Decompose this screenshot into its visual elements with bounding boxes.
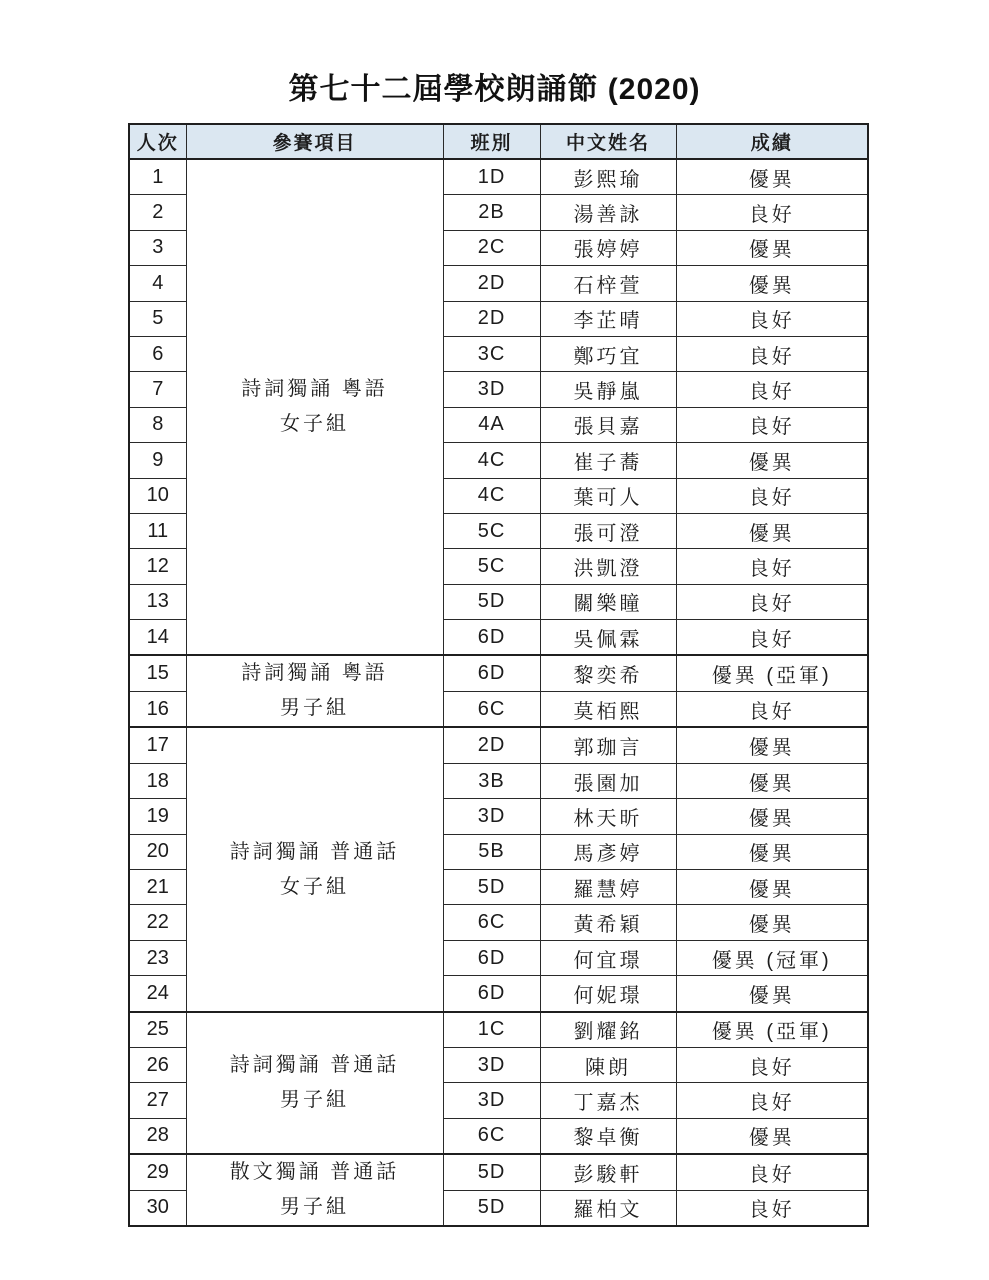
student-name-cell: 何宜璟	[540, 940, 676, 975]
table-row	[129, 1154, 868, 1190]
result-cell: 優異	[676, 513, 868, 548]
row-number-cell: 6	[129, 336, 186, 371]
class-cell: 3D	[443, 372, 540, 407]
class-cell: 5D	[443, 870, 540, 905]
category-line-2: 男子組	[280, 1196, 349, 1219]
row-number-cell: 10	[129, 478, 186, 513]
class-cell: 5C	[443, 549, 540, 584]
student-name-cell: 林天昕	[540, 799, 676, 834]
category-cell	[186, 727, 443, 1011]
class-cell: 1C	[443, 1012, 540, 1048]
category-cell	[186, 159, 443, 655]
student-name-cell: 丁嘉杰	[540, 1083, 676, 1118]
category-cell	[186, 1012, 443, 1155]
result-cell: 良好	[676, 372, 868, 407]
header-result: 成績	[676, 124, 868, 159]
student-name-cell: 鄭巧宜	[540, 336, 676, 371]
result-cell: 優異	[676, 443, 868, 478]
student-name-cell: 崔子蕎	[540, 443, 676, 478]
class-cell: 6C	[443, 1118, 540, 1154]
result-cell: 優異	[676, 230, 868, 265]
category-line-1: 詩詞獨誦 普通話	[229, 1053, 400, 1076]
results-table-container	[128, 123, 869, 1227]
class-cell: 5D	[443, 1190, 540, 1226]
class-cell: 2D	[443, 266, 540, 301]
result-cell: 良好	[676, 549, 868, 584]
student-name-cell: 黃希穎	[540, 905, 676, 940]
class-cell: 5C	[443, 513, 540, 548]
category-line-1: 詩詞獨誦 粵語	[241, 378, 388, 401]
row-number-cell: 11	[129, 513, 186, 548]
category-line-1: 詩詞獨誦 粵語	[241, 662, 388, 685]
student-name-cell: 張婷婷	[540, 230, 676, 265]
result-cell: 優異 (亞軍)	[676, 1012, 868, 1048]
row-number-cell: 28	[129, 1118, 186, 1154]
page-title: 第七十二屆學校朗誦節 (2020)	[288, 73, 701, 106]
header-category: 參賽項目	[186, 124, 443, 159]
table-row	[129, 727, 868, 763]
class-cell: 3D	[443, 1083, 540, 1118]
category-cell	[186, 655, 443, 727]
row-number-cell: 2	[129, 195, 186, 230]
category-line-2: 男子組	[280, 697, 349, 720]
row-number-cell: 17	[129, 727, 186, 763]
student-name-cell: 湯善詠	[540, 195, 676, 230]
row-number-cell: 22	[129, 905, 186, 940]
class-cell: 6C	[443, 905, 540, 940]
row-number-cell: 8	[129, 407, 186, 442]
class-cell: 3C	[443, 336, 540, 371]
class-cell: 2C	[443, 230, 540, 265]
table-header-row	[129, 124, 868, 159]
category-line-1: 散文獨誦 普通話	[229, 1161, 400, 1184]
results-table-body	[129, 159, 868, 1226]
class-cell: 3D	[443, 799, 540, 834]
header-class: 班別	[443, 124, 540, 159]
results-table	[128, 123, 869, 1227]
student-name-cell: 吳佩霖	[540, 620, 676, 656]
row-number-cell: 26	[129, 1047, 186, 1082]
row-number-cell: 13	[129, 584, 186, 619]
student-name-cell: 吳靜嵐	[540, 372, 676, 407]
row-number-cell: 20	[129, 834, 186, 869]
result-cell: 良好	[676, 195, 868, 230]
result-cell: 優異	[676, 799, 868, 834]
class-cell: 6D	[443, 620, 540, 656]
student-name-cell: 黎奕希	[540, 655, 676, 691]
row-number-cell: 16	[129, 691, 186, 727]
class-cell: 6D	[443, 940, 540, 975]
result-cell: 良好	[676, 407, 868, 442]
class-cell: 6D	[443, 655, 540, 691]
student-name-cell: 張可澄	[540, 513, 676, 548]
category-line-2: 女子組	[280, 413, 349, 436]
header-row-number: 人次	[129, 124, 186, 159]
result-cell: 優異	[676, 1118, 868, 1154]
result-cell: 良好	[676, 1190, 868, 1226]
result-cell: 良好	[676, 584, 868, 619]
row-number-cell: 19	[129, 799, 186, 834]
result-cell: 良好	[676, 478, 868, 513]
result-cell: 優異 (亞軍)	[676, 655, 868, 691]
result-cell: 優異	[676, 870, 868, 905]
class-cell: 5B	[443, 834, 540, 869]
result-cell: 良好	[676, 1083, 868, 1118]
row-number-cell: 21	[129, 870, 186, 905]
class-cell: 5D	[443, 584, 540, 619]
class-cell: 4C	[443, 478, 540, 513]
row-number-cell: 29	[129, 1154, 186, 1190]
row-number-cell: 23	[129, 940, 186, 975]
student-name-cell: 彭熙瑜	[540, 159, 676, 195]
class-cell: 2D	[443, 301, 540, 336]
result-cell: 良好	[676, 336, 868, 371]
row-number-cell: 18	[129, 763, 186, 798]
row-number-cell: 7	[129, 372, 186, 407]
category-line-2: 女子組	[280, 875, 349, 898]
result-cell: 優異	[676, 763, 868, 798]
class-cell: 5D	[443, 1154, 540, 1190]
student-name-cell: 李芷晴	[540, 301, 676, 336]
student-name-cell: 馬彥婷	[540, 834, 676, 869]
class-cell: 2B	[443, 195, 540, 230]
result-cell: 優異	[676, 905, 868, 940]
row-number-cell: 27	[129, 1083, 186, 1118]
row-number-cell: 24	[129, 976, 186, 1012]
class-cell: 3D	[443, 1047, 540, 1082]
row-number-cell: 1	[129, 159, 186, 195]
class-cell: 6C	[443, 691, 540, 727]
student-name-cell: 羅柏文	[540, 1190, 676, 1226]
result-cell: 優異 (冠軍)	[676, 940, 868, 975]
header-chinese-name: 中文姓名	[540, 124, 676, 159]
student-name-cell: 何妮璟	[540, 976, 676, 1012]
class-cell: 3B	[443, 763, 540, 798]
result-cell: 良好	[676, 620, 868, 656]
table-row	[129, 159, 868, 195]
student-name-cell: 張貝嘉	[540, 407, 676, 442]
row-number-cell: 15	[129, 655, 186, 691]
student-name-cell: 洪凱澄	[540, 549, 676, 584]
row-number-cell: 12	[129, 549, 186, 584]
row-number-cell: 30	[129, 1190, 186, 1226]
row-number-cell: 14	[129, 620, 186, 656]
category-line-2: 男子組	[280, 1088, 349, 1111]
result-cell: 優異	[676, 159, 868, 195]
result-cell: 優異	[676, 834, 868, 869]
result-cell: 良好	[676, 1154, 868, 1190]
result-cell: 優異	[676, 976, 868, 1012]
student-name-cell: 張園加	[540, 763, 676, 798]
row-number-cell: 4	[129, 266, 186, 301]
student-name-cell: 黎卓衡	[540, 1118, 676, 1154]
row-number-cell: 9	[129, 443, 186, 478]
student-name-cell: 石梓萱	[540, 266, 676, 301]
row-number-cell: 5	[129, 301, 186, 336]
table-row	[129, 655, 868, 691]
row-number-cell: 3	[129, 230, 186, 265]
student-name-cell: 羅慧婷	[540, 870, 676, 905]
result-cell: 優異	[676, 727, 868, 763]
result-cell: 優異	[676, 266, 868, 301]
class-cell: 4A	[443, 407, 540, 442]
class-cell: 4C	[443, 443, 540, 478]
class-cell: 6D	[443, 976, 540, 1012]
category-line-1: 詩詞獨誦 普通話	[229, 840, 400, 863]
class-cell: 1D	[443, 159, 540, 195]
student-name-cell: 彭駿軒	[540, 1154, 676, 1190]
result-cell: 良好	[676, 691, 868, 727]
category-cell	[186, 1154, 443, 1226]
student-name-cell: 劉耀銘	[540, 1012, 676, 1048]
student-name-cell: 莫栢熙	[540, 691, 676, 727]
student-name-cell: 陳朗	[540, 1047, 676, 1082]
student-name-cell: 葉可人	[540, 478, 676, 513]
student-name-cell: 關樂瞳	[540, 584, 676, 619]
result-cell: 良好	[676, 1047, 868, 1082]
student-name-cell: 郭珈言	[540, 727, 676, 763]
row-number-cell: 25	[129, 1012, 186, 1048]
class-cell: 2D	[443, 727, 540, 763]
table-row	[129, 1012, 868, 1048]
result-cell: 良好	[676, 301, 868, 336]
